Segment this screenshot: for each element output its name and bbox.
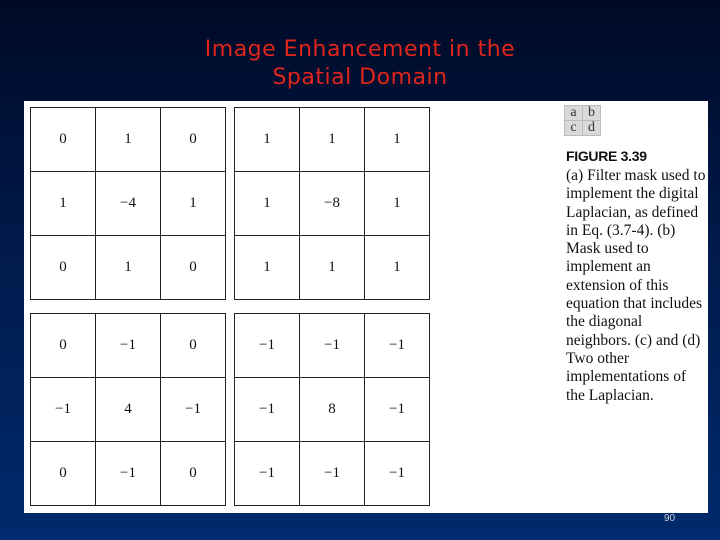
subfigure-label-a: a: [565, 106, 583, 121]
mask-a-cell: 0: [161, 108, 226, 172]
page-number: 90: [664, 513, 676, 524]
mask-c-cell: 0: [31, 442, 96, 506]
mask-c-cell: −1: [96, 314, 161, 378]
mask-d-cell: 8: [300, 378, 365, 442]
mask-b-cell: 1: [235, 236, 300, 300]
slide-title-line1: Image Enhancement in the: [204, 37, 516, 62]
slide-title-line2: Spatial Domain: [272, 65, 448, 90]
mask-d-cell: −1: [235, 442, 300, 506]
mask-c-cell: 0: [31, 314, 96, 378]
mask-b-cell: 1: [365, 236, 430, 300]
mask-b-cell: 1: [300, 236, 365, 300]
mask-d-cell: −1: [235, 314, 300, 378]
mask-b-cell: 1: [235, 108, 300, 172]
mask-a-cell: 0: [31, 108, 96, 172]
mask-d-cell: −1: [300, 442, 365, 506]
mask-d-cell: −1: [365, 314, 430, 378]
mask-b-cell: −8: [300, 172, 365, 236]
mask-c-cell: 0: [161, 314, 226, 378]
mask-b: [234, 107, 430, 300]
subfigure-label-b: b: [583, 106, 601, 121]
mask-a: [30, 107, 226, 300]
mask-b-cell: 1: [365, 108, 430, 172]
mask-c-cell: 0: [161, 442, 226, 506]
mask-d-cell: −1: [300, 314, 365, 378]
mask-a-cell: 1: [161, 172, 226, 236]
mask-d-cell: −1: [235, 378, 300, 442]
mask-a-cell: 0: [31, 236, 96, 300]
mask-a-cell: 1: [96, 236, 161, 300]
mask-c-cell: 4: [96, 378, 161, 442]
mask-b-cell: 1: [300, 108, 365, 172]
figure-label: FIGURE 3.39: [566, 148, 647, 164]
mask-c-cell: −1: [96, 442, 161, 506]
mask-d-cell: −1: [365, 378, 430, 442]
mask-a-cell: 1: [96, 108, 161, 172]
slide-title: [0, 36, 720, 92]
mask-c: [30, 313, 226, 506]
mask-a-cell: 0: [161, 236, 226, 300]
subfigure-label-d: d: [583, 121, 601, 136]
mask-c-cell: −1: [161, 378, 226, 442]
figure-caption: (a) Filter mask used to implement the digital Laplacian, as defined in Eq. (3.7-4). (b) Mask used to implement an extension of this equation that includes the diagonal neighbors. (c) and (d) Two other implementations of the Laplacian.: [566, 167, 706, 404]
figure-panel: [24, 101, 708, 513]
mask-a-cell: −4: [96, 172, 161, 236]
mask-d: [234, 313, 430, 506]
mask-a-cell: 1: [31, 172, 96, 236]
mask-c-cell: −1: [31, 378, 96, 442]
mask-d-cell: −1: [365, 442, 430, 506]
mask-b-cell: 1: [235, 172, 300, 236]
subfigure-label-c: c: [565, 121, 583, 136]
mask-b-cell: 1: [365, 172, 430, 236]
subfigure-label-grid: [564, 105, 601, 136]
